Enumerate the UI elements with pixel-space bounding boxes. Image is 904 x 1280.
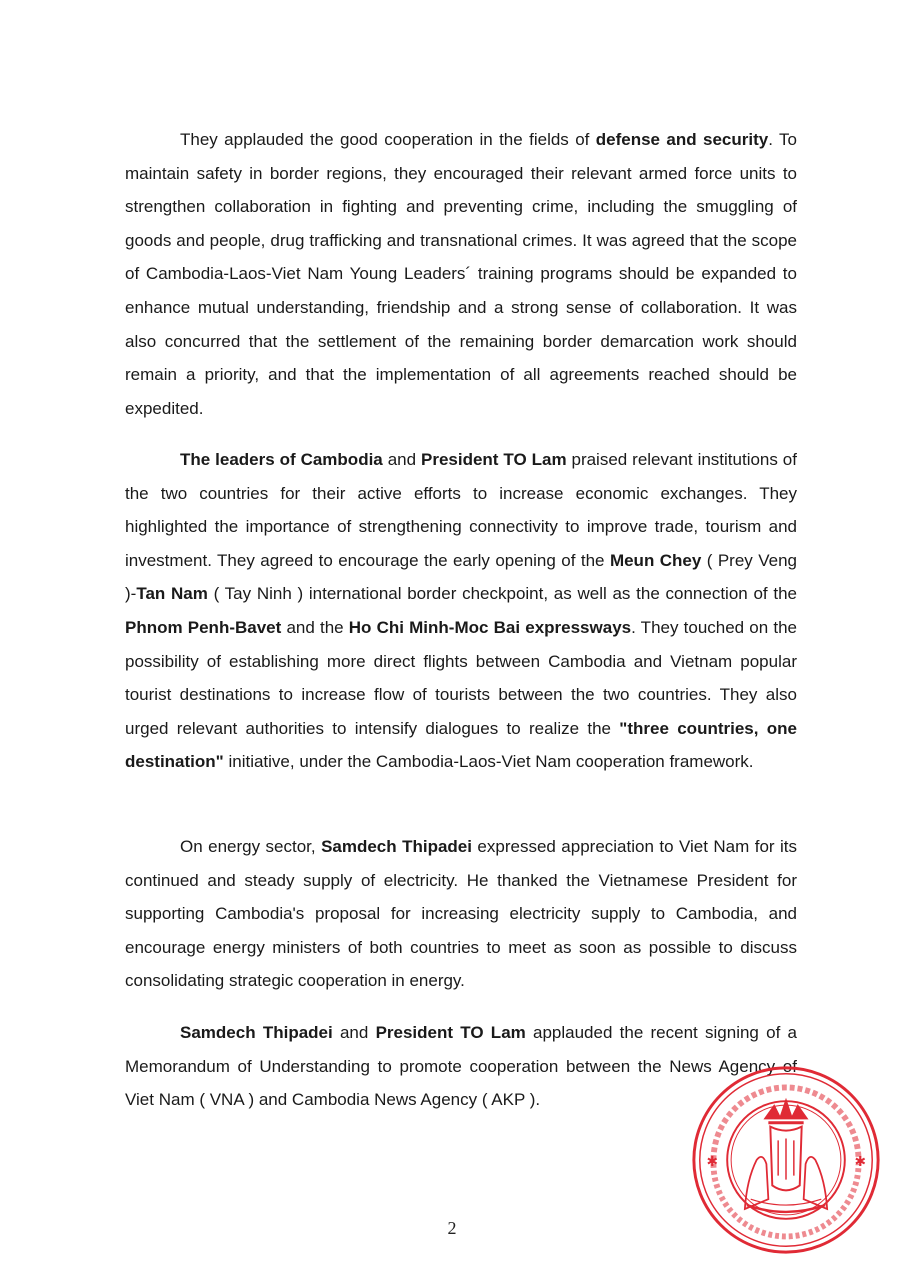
svg-text:✱: ✱: [706, 1153, 719, 1170]
bold-text: defense and security: [595, 130, 769, 149]
text-run: applauded the recent signing of a Memorandum of Understanding to promote cooperation between the News Agency of Viet Nam ( VNA ) and Cambodia News Agency ( AKP ).: [125, 1023, 797, 1110]
bold-text: "three countries, one destination": [125, 718, 797, 772]
paragraph-energy: [125, 830, 797, 998]
bold-text: Phnom Penh-Bavet: [125, 617, 282, 637]
text-run: . They touched on the possibility of establishing more direct flights between Cambodia and Vietnam popular tourist destinations to increase flow of tourists between the two countries. They also urged relevant authorities to intensify dialogues to realize the: [125, 617, 797, 738]
text-run: They applauded the good cooperation in the fields of: [180, 130, 596, 149]
bold-text: President TO Lam: [420, 450, 567, 469]
text-run: . To maintain safety in border regions, they encouraged their relevant armed force units to strengthen collaboration in fighting and preventing crime, including the smuggling of goods and people, drug trafficking and transnational crimes. It was agreed that the scope of Cambodia-Laos-Viet Nam Young Leaders´ training programs should be expanded to enhance mutual understanding, friendship and a strong sense of collaboration. It was also concurred that the settlement of the remaining border demarcation work should remain a priority, and that the implementation of all agreements reached should be expedited.: [125, 130, 797, 418]
text-run: initiative, under the Cambodia-Laos-Viet Nam cooperation framework.: [223, 752, 754, 772]
text-run: and: [382, 450, 421, 469]
bold-text: Samdech Thipadei: [180, 1023, 333, 1042]
text-run: praised relevant institutions of the two countries for their active efforts to increase economic exchanges. They highlighted the importance of strengthening connectivity to improve trade, tourism and investment. They agreed to encourage the early opening of the: [125, 450, 797, 570]
bold-text: The leaders of Cambodia: [180, 450, 383, 469]
svg-text:✱: ✱: [854, 1153, 867, 1170]
text-run: and the: [281, 617, 349, 637]
text-run: ( Prey Veng )-: [125, 550, 797, 604]
text-run: ( Tay Ninh ) international border checkpoint, as well as the connection of the: [207, 584, 797, 604]
text-run: expressed appreciation to Viet Nam for its continued and steady supply of electricity. He thanked the Vietnamese President for supporting Cambodia's proposal for increasing electricity supply to Cambodia, and encourage energy ministers of both countries to meet as soon as possible to discuss consolidating strategic cooperation in energy.: [125, 837, 798, 991]
text-run: On energy sector,: [180, 837, 322, 856]
bold-text: President TO Lam: [375, 1023, 526, 1042]
bold-text: Meun Chey: [609, 550, 702, 570]
paragraph-defense-security: [125, 123, 797, 425]
bold-text: Ho Chi Minh-Moc Bai expressways: [348, 617, 632, 637]
text-run: and: [332, 1023, 376, 1042]
bold-text: Tan Nam: [136, 584, 208, 604]
bold-text: Samdech Thipadei: [321, 837, 472, 856]
page-number: 2: [447, 1218, 457, 1238]
paragraph-economic-exchanges: [125, 443, 797, 779]
